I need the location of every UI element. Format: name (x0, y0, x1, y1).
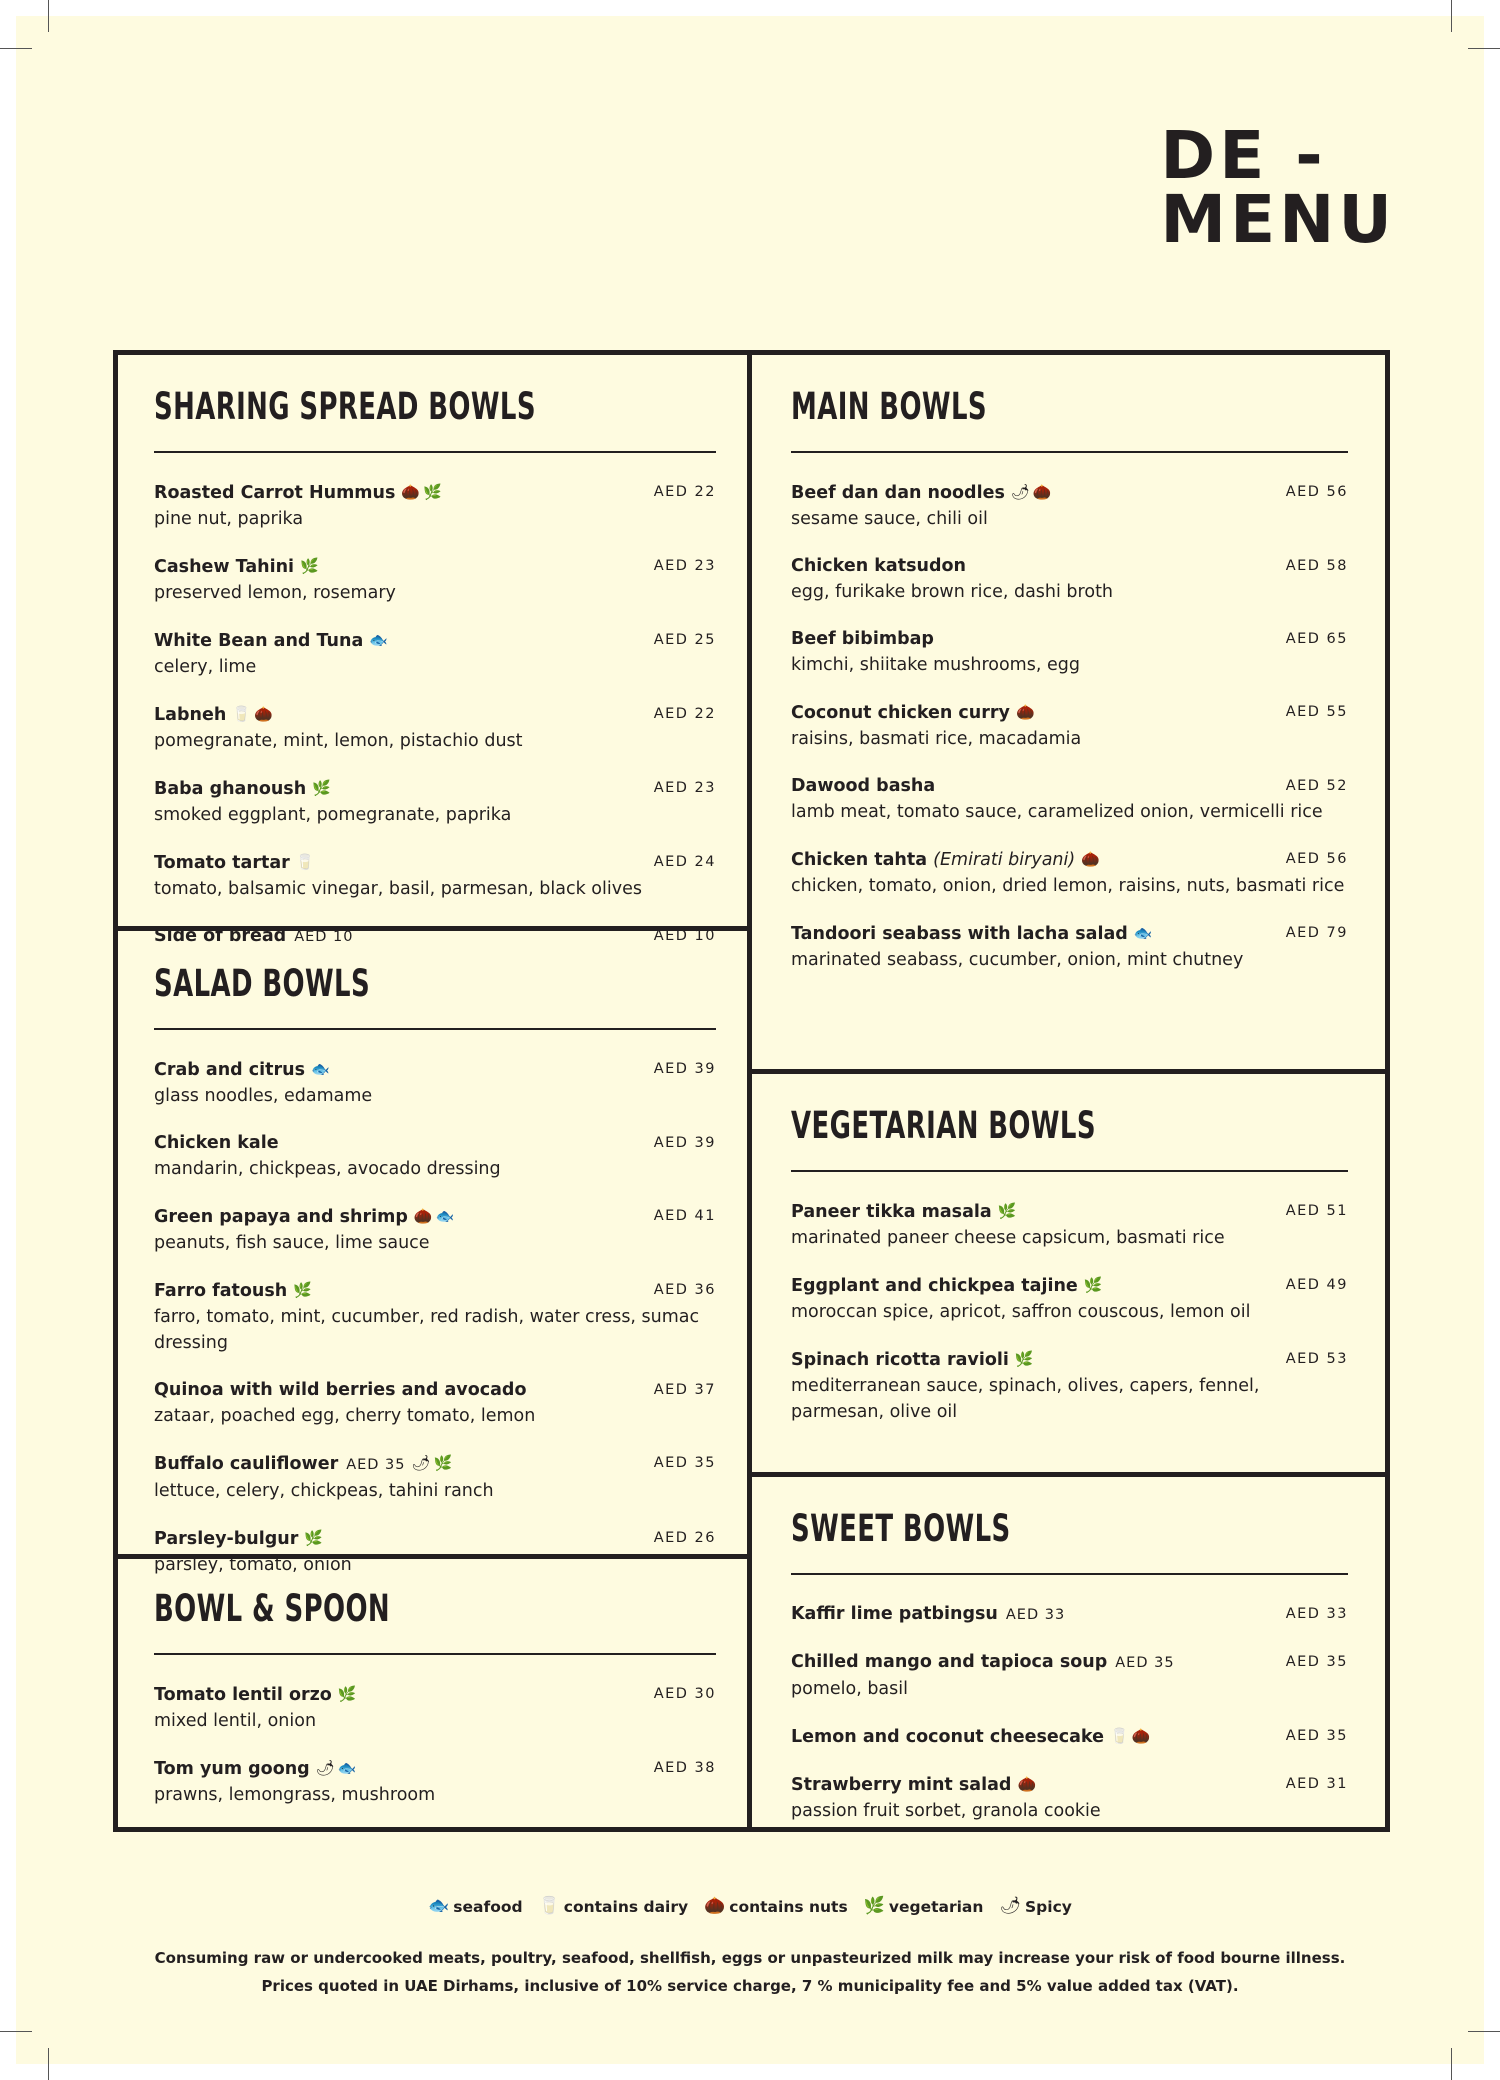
legend-label: vegetarian (888, 1898, 984, 1916)
menu-item-name-line (791, 479, 1348, 506)
menu-item-description: egg, furikake brown rice, dashi broth (791, 582, 1114, 602)
section-title: BOWL & SPOON (154, 1587, 391, 1630)
menu-item-name: Chilled mango and tapioca soup (791, 1652, 1108, 1672)
legend-item (704, 1896, 848, 1916)
menu-item-name-line (154, 701, 716, 728)
menu-item-price: AED 39 (653, 1061, 716, 1077)
vegetarian-icon: 🌿 (997, 1202, 1017, 1220)
menu-item-inline-price: AED 35 (1115, 1655, 1175, 1671)
menu-item-price: AED 23 (653, 558, 716, 574)
menu-item-description: parsley, tomato, onion (154, 1555, 352, 1575)
menu-item-price: AED 53 (1285, 1351, 1348, 1367)
menu-item-price: AED 56 (1285, 851, 1348, 867)
menu-title-line2: MENU (1160, 181, 1396, 258)
menu-item (791, 1601, 1348, 1628)
menu-item-price: AED 51 (1285, 1203, 1348, 1219)
menu-item-name: Baba ghanoush (154, 779, 307, 799)
menu-item-price: AED 22 (653, 706, 716, 722)
menu-item-name: Crab and citrus (154, 1060, 306, 1080)
legend-label: Spicy (1025, 1898, 1072, 1916)
nuts-icon: 🌰 (704, 1896, 726, 1916)
menu-item-name: Labneh (154, 705, 227, 725)
menu-item-inline-price: AED 33 (1005, 1607, 1066, 1623)
crop-mark (0, 2031, 32, 2032)
menu-item-price: AED 31 (1285, 1776, 1348, 1792)
menu-item-description: passion fruit sorbet, granola cookie (791, 1801, 1101, 1821)
spicy-icon: 🌶 (1010, 483, 1030, 501)
menu-item-name-line (154, 627, 716, 654)
menu-item (791, 773, 1348, 825)
menu-item-name-line (791, 1649, 1348, 1676)
menu-item (791, 1346, 1348, 1425)
menu-item (791, 479, 1348, 532)
section-title: SWEET BOWLS (791, 1507, 1011, 1550)
nuts-icon: 🌰 (1081, 850, 1100, 868)
menu-item (154, 1056, 716, 1109)
menu-item-name-line (791, 699, 1348, 726)
menu-item-name-line (791, 773, 1348, 799)
menu-item-name: Beef bibimbap (791, 629, 934, 649)
menu-item (791, 846, 1348, 899)
nuts-icon: 🌰 (1017, 1775, 1037, 1793)
menu-item (791, 920, 1348, 973)
section-divider (747, 1472, 1390, 1477)
menu-item-price: AED 55 (1285, 704, 1348, 720)
section-vegetarian (791, 1101, 1348, 1446)
menu-item-name: Eggplant and chickpea tajine (791, 1276, 1078, 1296)
crop-mark (48, 0, 49, 32)
menu-item-name: Coconut chicken curry (791, 703, 1010, 723)
menu-item-description: lettuce, celery, chickpeas, tahini ranch (154, 1481, 494, 1501)
dairy-icon: 🥛 (232, 705, 251, 723)
menu-item-description: farro, tomato, mint, cucumber, red radish, water cress, sumac dressing (154, 1307, 700, 1353)
menu-item-name: Cashew Tahini (154, 557, 295, 577)
section-title: SHARING SPREAD BOWLS (154, 385, 536, 428)
menu-item (154, 479, 716, 532)
section-rule (154, 1653, 716, 1655)
menu-item-name-line (154, 923, 716, 950)
menu-item-name-line (154, 1130, 716, 1156)
menu-item-description: lamb meat, tomato sauce, caramelized onion, vermicelli rice (791, 802, 1323, 822)
menu-item-name-line (154, 1525, 716, 1552)
menu-item-price: AED 35 (1285, 1728, 1348, 1744)
menu-item (154, 1525, 716, 1578)
menu-item-name-line (791, 626, 1348, 652)
menu-item-price: AED 33 (1285, 1606, 1348, 1622)
vegetarian-icon: 🌿 (863, 1896, 885, 1916)
menu-item (154, 775, 716, 828)
vegetarian-icon: 🌿 (312, 779, 331, 797)
menu-item-name-line (154, 1377, 716, 1403)
menu-item-name-line (791, 1346, 1348, 1373)
menu-item-name-line (154, 553, 716, 580)
section-title: MAIN BOWLS (791, 385, 987, 428)
menu-item-note: (Emirati biryani) (933, 850, 1076, 870)
menu-item-name-line (154, 1450, 716, 1478)
menu-item (154, 1277, 716, 1356)
section-rule (791, 1170, 1348, 1172)
menu-item-price: AED 25 (653, 632, 716, 648)
section-sharing (154, 382, 716, 971)
menu-item-name: Tomato lentil orzo (154, 1685, 332, 1705)
seafood-icon: 🐟 (337, 1759, 357, 1777)
nuts-icon: 🌰 (1131, 1727, 1151, 1745)
menu-item-description: marinated paneer cheese capsicum, basmati rice (791, 1228, 1225, 1248)
menu-item-name-line (791, 553, 1348, 579)
legend-item (428, 1896, 523, 1916)
section-title: VEGETARIAN BOWLS (791, 1104, 1096, 1147)
menu-item-price: AED 23 (653, 780, 716, 796)
menu-item-name: Green papaya and shrimp (154, 1207, 408, 1227)
menu-item-name-line (791, 1723, 1348, 1750)
menu-item (791, 699, 1348, 752)
menu-item-name-line (791, 1771, 1348, 1798)
menu-item-name: Spinach ricotta ravioli (791, 1350, 1009, 1370)
menu-item-price: AED 49 (1285, 1277, 1348, 1293)
nuts-icon: 🌰 (401, 483, 421, 501)
menu-item-description: smoked eggplant, pomegranate, paprika (154, 805, 512, 825)
nuts-icon: 🌰 (413, 1207, 433, 1225)
seafood-icon: 🐟 (369, 631, 388, 649)
menu-item (154, 1755, 716, 1808)
menu-item (791, 1771, 1348, 1824)
menu-item (154, 1377, 716, 1429)
menu-item-price: AED 38 (653, 1760, 716, 1776)
menu-item-description: celery, lime (154, 657, 257, 677)
menu-item-name: Side of bread (154, 926, 287, 946)
menu-item-description: prawns, lemongrass, mushroom (154, 1785, 436, 1805)
menu-title-line1: DE - (1160, 117, 1327, 194)
section-divider (747, 1069, 1390, 1074)
section-rule (154, 451, 716, 453)
menu-item (791, 1649, 1348, 1702)
menu-item-description: raisins, basmati rice, macadamia (791, 729, 1082, 749)
crop-mark (0, 48, 32, 49)
menu-item-name-line (791, 846, 1348, 873)
menu-item (791, 1198, 1348, 1251)
menu-item-description: glass noodles, edamame (154, 1086, 373, 1106)
menu-item-price: AED 26 (653, 1530, 716, 1546)
menu-item-price: AED 35 (1285, 1654, 1348, 1670)
column-divider (747, 350, 752, 1832)
menu-item-name: Kaffir lime patbingsu (791, 1604, 998, 1624)
menu-item-description: moroccan spice, apricot, saffron couscous, lemon oil (791, 1302, 1251, 1322)
menu-item (154, 1203, 716, 1256)
vegetarian-icon: 🌿 (337, 1685, 357, 1703)
menu-item-price: AED 30 (653, 1686, 716, 1702)
menu-item (791, 626, 1348, 678)
crop-mark (1451, 0, 1452, 32)
legend-label: contains dairy (563, 1898, 689, 1916)
menu-item-description: mixed lentil, onion (154, 1711, 317, 1731)
menu-item-name: Chicken kale (154, 1133, 279, 1153)
menu-item-name: Buffalo cauliflower (154, 1454, 339, 1474)
section-rule (154, 1028, 716, 1030)
menu-item-name: Paneer tikka masala (791, 1202, 992, 1222)
section-rule (791, 1573, 1348, 1575)
vegetarian-icon: 🌿 (293, 1281, 312, 1299)
legend-label: seafood (453, 1898, 523, 1916)
spicy-icon: 🌶 (999, 1896, 1022, 1916)
section-title: SALAD BOWLS (154, 962, 371, 1005)
menu-item-name-line (791, 1601, 1348, 1628)
menu-item-name: White Bean and Tuna (154, 631, 364, 651)
crop-mark (1451, 2048, 1452, 2080)
menu-item-price: AED 10 (653, 928, 716, 944)
menu-item-name: Farro fatoush (154, 1281, 288, 1301)
menu-item-name: Chicken katsudon (791, 556, 966, 576)
menu-item (791, 553, 1348, 605)
menu-item-price: AED 22 (653, 484, 716, 500)
menu-item-price: AED 37 (653, 1382, 716, 1398)
menu-item-price: AED 52 (1285, 778, 1348, 794)
crop-mark (48, 2048, 49, 2080)
menu-item-description: preserved lemon, rosemary (154, 583, 396, 603)
menu-item-name: Dawood basha (791, 776, 936, 796)
disclaimer-line2: Prices quoted in UAE Dirhams, inclusive of 10% service charge, 7 % municipality fee and 5% value added tax (VAT). (261, 1977, 1239, 1995)
dairy-icon: 🥛 (295, 853, 315, 871)
menu-item (791, 1272, 1348, 1325)
menu-item (154, 849, 716, 902)
menu-item (154, 553, 716, 606)
vegetarian-icon: 🌿 (433, 1454, 453, 1472)
seafood-icon: 🐟 (428, 1896, 450, 1916)
menu-item-name: Tom yum goong (154, 1759, 310, 1779)
menu-item (154, 1681, 716, 1734)
menu-item-price: AED 41 (653, 1208, 716, 1224)
menu-item-description: marinated seabass, cucumber, onion, mint chutney (791, 950, 1244, 970)
legend-item (999, 1896, 1071, 1916)
menu-item-price: AED 56 (1285, 484, 1348, 500)
menu-item-name-line (154, 1277, 716, 1304)
nuts-icon: 🌰 (253, 705, 273, 723)
menu-item-inline-price: AED 10 (294, 929, 354, 945)
section-salad (154, 959, 716, 1599)
section-bowl-spoon (154, 1584, 716, 1829)
menu-item-name: Quinoa with wild berries and avocado (154, 1380, 527, 1400)
menu-item-name-line (154, 1056, 716, 1083)
menu-item-name-line (154, 479, 716, 506)
disclaimer-line1: Consuming raw or undercooked meats, poultry, seafood, shellfish, eggs or unpasteurized milk may increase your risk of food bourne illness. (154, 1949, 1346, 1967)
menu-item-name-line (154, 849, 716, 876)
menu-item-price: AED 39 (653, 1135, 716, 1151)
menu-item (791, 1723, 1348, 1750)
menu-item-name: Strawberry mint salad (791, 1775, 1012, 1795)
menu-item (154, 701, 716, 754)
disclaimer (0, 1944, 1500, 2000)
menu-item-name: Lemon and coconut cheesecake (791, 1727, 1104, 1747)
menu-item-description: zataar, poached egg, cherry tomato, lemon (154, 1406, 536, 1426)
vegetarian-icon: 🌿 (1014, 1350, 1034, 1368)
section-rule (791, 451, 1348, 453)
menu-item-description: mediterranean sauce, spinach, olives, capers, fennel, parmesan, olive oil (791, 1376, 1260, 1422)
menu-item-description: chicken, tomato, onion, dried lemon, raisins, nuts, basmati rice (791, 876, 1345, 896)
menu-item-name: Tomato tartar (154, 853, 290, 873)
vegetarian-icon: 🌿 (1083, 1276, 1103, 1294)
menu-item (154, 627, 716, 680)
spicy-icon: 🌶 (411, 1454, 431, 1472)
menu-item-description: mandarin, chickpeas, avocado dressing (154, 1159, 501, 1179)
menu-item-name-line (791, 1272, 1348, 1299)
menu-item-name-line (154, 1203, 716, 1230)
menu-item-name-line (154, 775, 716, 802)
menu-item-description: pomelo, basil (791, 1679, 908, 1699)
menu-title (1160, 117, 1396, 258)
menu-item-description: tomato, balsamic vinegar, basil, parmesan, black olives (154, 879, 642, 899)
menu-item-description: sesame sauce, chili oil (791, 509, 988, 529)
menu-item-price: AED 79 (1285, 925, 1348, 941)
menu-item-price: AED 58 (1285, 558, 1348, 574)
menu-item-description: peanuts, fish sauce, lime sauce (154, 1233, 430, 1253)
vegetarian-icon: 🌿 (300, 557, 319, 575)
nuts-icon: 🌰 (1015, 703, 1035, 721)
menu-item-name-line (791, 1198, 1348, 1225)
menu-item (154, 923, 716, 950)
legend-item (864, 1896, 984, 1916)
menu-item-description: pine nut, paprika (154, 509, 304, 529)
menu-item-name: Roasted Carrot Hummus (154, 483, 396, 503)
menu-item-name: Chicken tahta (791, 850, 928, 870)
menu-item-name-line (791, 920, 1348, 947)
legend-item (539, 1896, 689, 1916)
seafood-icon: 🐟 (311, 1060, 330, 1078)
legend-label: contains nuts (729, 1898, 848, 1916)
section-sweet (791, 1504, 1348, 1845)
crop-mark (1468, 48, 1500, 49)
vegetarian-icon: 🌿 (423, 483, 442, 501)
menu-item-name-line (154, 1755, 716, 1782)
menu-item-name: Parsley-bulgur (154, 1529, 299, 1549)
menu-item (154, 1130, 716, 1182)
section-main (791, 382, 1348, 994)
crop-mark (1468, 2031, 1500, 2032)
menu-item-name-line (154, 1681, 716, 1708)
spicy-icon: 🌶 (315, 1759, 335, 1777)
menu-item-description: pomegranate, mint, lemon, pistachio dust (154, 731, 523, 751)
legend (0, 1896, 1500, 1916)
menu-item-name: Tandoori seabass with lacha salad (791, 924, 1128, 944)
seafood-icon: 🐟 (435, 1207, 455, 1225)
menu-item-description: kimchi, shiitake mushrooms, egg (791, 655, 1080, 675)
menu-item-price: AED 36 (653, 1282, 716, 1298)
seafood-icon: 🐟 (1133, 924, 1153, 942)
menu-item-inline-price: AED 35 (346, 1457, 406, 1473)
menu-item-price: AED 35 (653, 1455, 716, 1471)
menu-item (154, 1450, 716, 1504)
dairy-icon: 🥛 (1109, 1727, 1129, 1745)
vegetarian-icon: 🌿 (304, 1529, 324, 1547)
dairy-icon: 🥛 (538, 1896, 560, 1916)
menu-item-price: AED 65 (1285, 631, 1348, 647)
menu-item-price: AED 24 (653, 854, 716, 870)
menu-item-name: Beef dan dan noodles (791, 483, 1005, 503)
nuts-icon: 🌰 (1032, 483, 1052, 501)
